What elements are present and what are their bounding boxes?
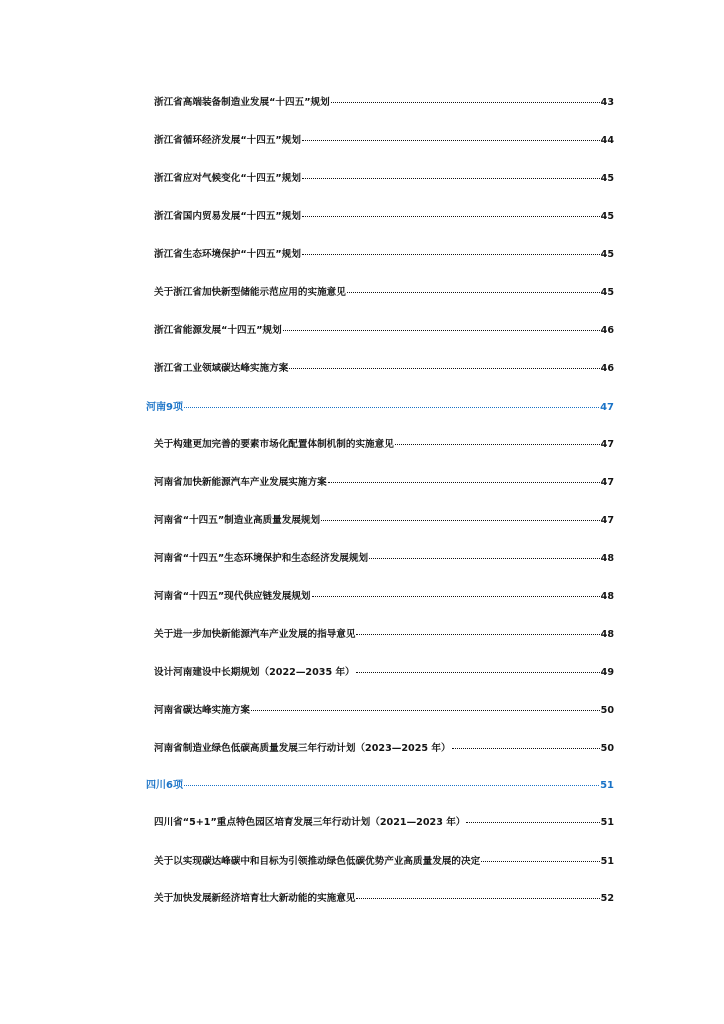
toc-entry[interactable] <box>154 626 614 642</box>
toc-entry-title: 关于浙江省加快新型储能示范应用的实施意见 <box>154 287 346 298</box>
toc-entry-title: 浙江省国内贸易发展“十四五”规划 <box>154 211 301 222</box>
toc-entry-title: 浙江省能源发展“十四五”规划 <box>154 325 282 336</box>
toc-entry-title: 浙江省应对气候变化“十四五”规划 <box>154 173 301 184</box>
toc-entry-title: 浙江省循环经济发展“十四五”规划 <box>154 135 301 146</box>
toc-entry[interactable] <box>154 814 614 830</box>
toc-entry-title: 关于进一步加快新能源汽车产业发展的指导意见 <box>154 629 356 640</box>
toc-section-sichuan[interactable] <box>146 776 614 792</box>
toc-dot-leader <box>302 216 600 217</box>
toc-page-number: 48 <box>600 629 614 640</box>
toc-section-title: 河南9项 <box>146 402 183 413</box>
toc-page-number: 51 <box>600 817 614 828</box>
toc-page-number: 47 <box>600 439 614 450</box>
toc-entry[interactable] <box>154 512 614 528</box>
toc-page-number: 45 <box>600 249 614 260</box>
toc-entry-title: 关于加快发展新经济培育壮大新动能的实施意见 <box>154 893 356 904</box>
toc-page-number: 46 <box>600 325 614 336</box>
toc-section-title: 四川6项 <box>146 780 183 791</box>
toc-entry-title: 河南省加快新能源汽车产业发展实施方案 <box>154 477 327 488</box>
toc-dot-leader <box>481 861 599 862</box>
toc-entry[interactable] <box>154 474 614 490</box>
toc-entry-title: 设计河南建设中长期规划（2022—2035 年） <box>154 667 355 678</box>
toc-dot-leader <box>251 710 600 711</box>
toc-dot-leader <box>356 672 600 673</box>
toc-entry-title: 河南省“十四五”制造业高质量发展规划 <box>154 515 321 526</box>
toc-page-number: 45 <box>600 287 614 298</box>
toc-entry[interactable] <box>154 664 614 680</box>
toc-entry-title: 河南省“十四五”生态环境保护和生态经济发展规划 <box>154 553 369 564</box>
toc-entry-title: 浙江省生态环境保护“十四五”规划 <box>154 249 301 260</box>
toc-page-number: 52 <box>600 893 614 904</box>
toc-entry-title: 浙江省高端装备制造业发展“十四五”规划 <box>154 97 330 108</box>
toc-dot-leader <box>283 330 600 331</box>
toc-dot-leader <box>347 292 600 293</box>
toc-page-number: 43 <box>600 97 614 108</box>
toc-dot-leader <box>184 785 599 786</box>
toc-dot-leader <box>302 140 600 141</box>
toc-dot-leader <box>328 482 600 483</box>
toc-dot-leader <box>356 898 599 899</box>
toc-entry[interactable] <box>154 436 614 452</box>
toc-page-number: 50 <box>600 743 614 754</box>
toc-entry[interactable] <box>154 702 614 718</box>
toc-page-number: 51 <box>600 856 614 867</box>
toc-entry[interactable] <box>154 740 614 756</box>
toc-dot-leader <box>302 254 600 255</box>
toc-section-henan[interactable] <box>146 398 614 414</box>
toc-entry-title: 浙江省工业领域碳达峰实施方案 <box>154 363 289 374</box>
toc-page-number: 47 <box>600 515 614 526</box>
toc-page-number: 48 <box>600 591 614 602</box>
toc-page-number: 46 <box>600 363 614 374</box>
toc-entry-title: 河南省制造业绿色低碳高质量发展三年行动计划（2023—2025 年） <box>154 743 451 754</box>
toc-page-number: 50 <box>600 705 614 716</box>
toc-entry[interactable] <box>154 208 614 224</box>
toc-dot-leader <box>466 822 599 823</box>
toc-page-number: 49 <box>600 667 614 678</box>
toc-entry-title: 关于以实现碳达峰碳中和目标为引领推动绿色低碳优势产业高质量发展的决定 <box>154 856 481 867</box>
toc-page-number: 51 <box>600 780 614 791</box>
toc-dot-leader <box>312 596 600 597</box>
toc-entry[interactable] <box>154 94 614 110</box>
toc-dot-leader <box>289 368 599 369</box>
toc-dot-leader <box>356 634 599 635</box>
toc-entry-title: 河南省“十四五”现代供应链发展规划 <box>154 591 311 602</box>
toc-page-number: 44 <box>600 135 614 146</box>
toc-page-number: 47 <box>600 477 614 488</box>
toc-page-number: 45 <box>600 173 614 184</box>
toc-dot-leader <box>452 748 600 749</box>
toc-page-number: 45 <box>600 211 614 222</box>
toc-entry[interactable] <box>154 853 614 869</box>
toc-dot-leader <box>369 558 600 559</box>
toc-page-number: 48 <box>600 553 614 564</box>
toc-dot-leader <box>321 520 600 521</box>
toc-entry[interactable] <box>154 246 614 262</box>
toc-entry[interactable] <box>154 170 614 186</box>
toc-entry-title: 河南省碳达峰实施方案 <box>154 705 250 716</box>
toc-entry[interactable] <box>154 132 614 148</box>
toc-dot-leader <box>302 178 600 179</box>
toc-page-number: 47 <box>600 402 614 413</box>
toc-dot-leader <box>184 407 599 408</box>
toc-entry-title: 四川省“5+1”重点特色园区培育发展三年行动计划（2021—2023 年） <box>154 817 466 828</box>
toc-entry[interactable] <box>154 360 614 376</box>
toc-entry[interactable] <box>154 890 614 906</box>
toc-entry[interactable] <box>154 550 614 566</box>
toc-dot-leader <box>331 102 600 103</box>
toc-entry-title: 关于构建更加完善的要素市场化配置体制机制的实施意见 <box>154 439 394 450</box>
toc-dot-leader <box>395 444 600 445</box>
toc-entry[interactable] <box>154 588 614 604</box>
toc-entry[interactable] <box>154 284 614 300</box>
toc-entry[interactable] <box>154 322 614 338</box>
